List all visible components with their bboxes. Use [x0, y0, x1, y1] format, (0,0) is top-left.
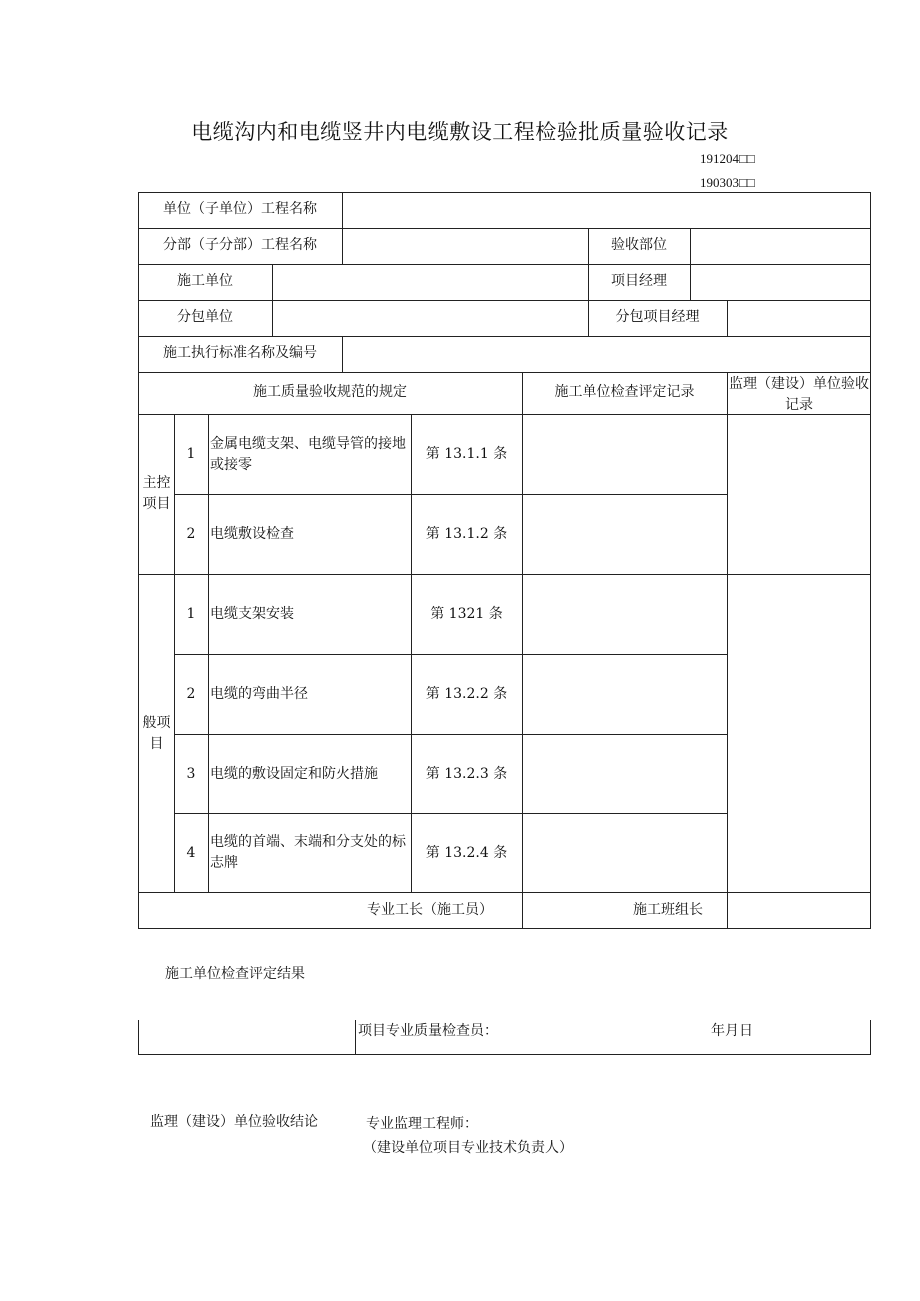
- item-description: 电缆支架安装: [210, 606, 294, 622]
- item-description: 金属电缆支架、电缆导管的接地或接零: [210, 436, 406, 473]
- foreman-label: 专业工长（施工员）: [367, 902, 493, 918]
- item-number: 3: [186, 766, 196, 782]
- form-code-1: 191204□□: [700, 151, 755, 166]
- page-title: 电缆沟内和电缆竖井内电缆敷设工程检验批质量验收记录: [191, 120, 729, 144]
- subcontractor-label: 分包单位: [177, 309, 233, 325]
- owner-rep-label: （建设单位项目专业技术负责人）: [363, 1140, 573, 1156]
- standard-label: 施工执行标准名称及编号: [163, 345, 317, 361]
- item-clause: 第 13.2.4 条: [425, 845, 508, 861]
- main-group-label: 主控项目: [142, 475, 171, 512]
- item-clause: 第 1321 条: [430, 606, 503, 622]
- item-clause: 第 13.2.2 条: [425, 686, 508, 702]
- item-description: 电缆的敷设固定和防火措施: [210, 766, 378, 782]
- item-number: 1: [186, 446, 196, 462]
- spec-column-header: 施工质量验收规范的规定: [253, 384, 407, 400]
- unit-project-label: 单位（子单位）工程名称: [163, 201, 317, 217]
- item-description: 电缆的首端、末端和分支处的标志牌: [210, 834, 406, 871]
- general-group-label: 般项目: [142, 715, 171, 752]
- project-manager-label: 项目经理: [611, 273, 667, 289]
- accept-part-label: 验收部位: [611, 237, 667, 253]
- form-code-2: 190303□□: [700, 175, 755, 190]
- contractor-label: 施工单位: [177, 273, 233, 289]
- sub-project-label: 分部（子分部）工程名称: [163, 237, 317, 253]
- inspector-label: 项目专业质量检查员：: [358, 1023, 498, 1039]
- sub-project-manager-label: 分包项目经理: [615, 309, 700, 325]
- item-description: 电缆敷设检查: [210, 526, 294, 542]
- team-leader-label: 施工班组长: [633, 902, 703, 918]
- item-clause: 第 13.2.3 条: [425, 766, 508, 782]
- supervising-engineer-label: 专业监理工程师：: [366, 1116, 478, 1132]
- item-number: 2: [186, 686, 196, 702]
- result-label: 施工单位检查评定结果: [165, 966, 305, 982]
- item-clause: 第 13.1.2 条: [425, 526, 508, 542]
- conclusion-label: 监理（建设）单位验收结论: [150, 1114, 318, 1130]
- result-date: 年月日: [711, 1023, 753, 1039]
- item-number: 4: [186, 845, 196, 861]
- contractor-record-column-header: 施工单位检查评定记录: [554, 384, 695, 400]
- item-description: 电缆的弯曲半径: [210, 686, 308, 702]
- item-clause: 第 13.1.1 条: [425, 446, 508, 462]
- supervisor-record-column-header: 监理（建设）单位验收记录: [729, 376, 869, 413]
- item-number: 1: [186, 606, 196, 622]
- item-number: 2: [186, 526, 196, 542]
